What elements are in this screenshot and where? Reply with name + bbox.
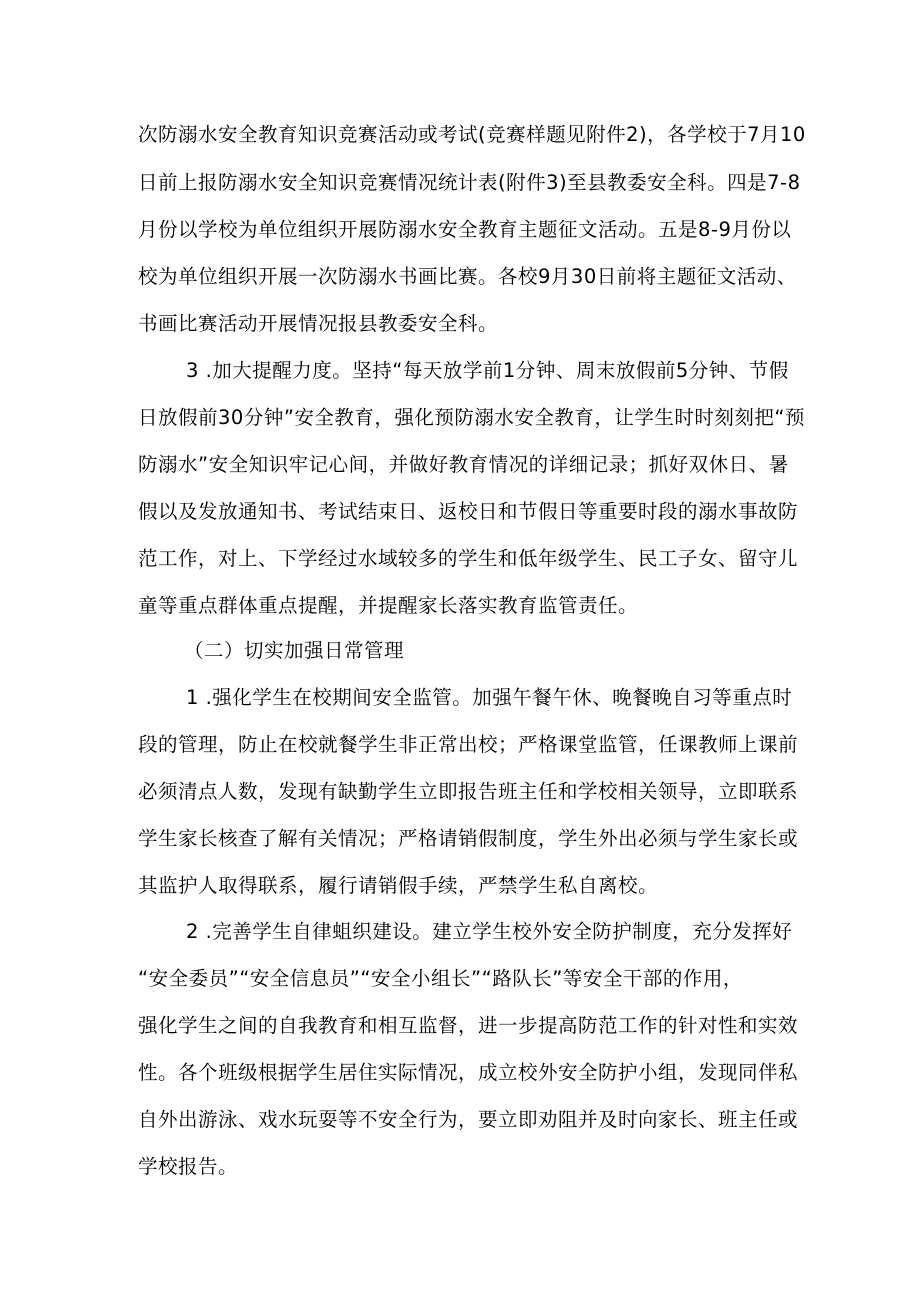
text-line: 性。各个班级根据学生居住实际情况，成立校外安全防护小组，发现同伴私 (138, 1061, 799, 1084)
text-line: 段的管理，防止在校就餐学生非正常出校；严格课堂监管，任课教师上课前 (138, 733, 799, 756)
text-line: 强化学生之间的自我教育和相互监督，进一步提高防范工作的针对性和实效 (138, 1014, 799, 1037)
section-heading: （二）切实加强日常管理 (184, 639, 405, 662)
text-line: 书画比赛活动开展情况报县教委安全科。 (138, 312, 499, 335)
text-line: 范工作，对上、下学经过水域较多的学生和低年级学生、民工子女、留守儿 (138, 547, 799, 570)
text-line: 学生家长核查了解有关情况；严格请销假制度，学生外出必须与学生家长或 (138, 827, 799, 850)
text-line: 防溺水”安全知识牢记心间，并做好教育情况的详细记录；抓好双休日、暑 (138, 453, 789, 476)
text-line: 童等重点群体重点提醒，并提醒家长落实教育监管责任。 (138, 594, 639, 617)
text-line: 次防溺水安全教育知识竞赛活动或考试(竞赛样题见附件2)，各学校于7月10 (138, 123, 806, 146)
text-line: 必须清点人数，发现有缺勤学生立即报告班主任和学校相关领导，立即联系 (138, 780, 799, 803)
text-line: 月份以学校为单位组织开展防溺水安全教育主题征文活动。五是8-9月份以 (138, 218, 792, 241)
text-line: 校为单位组织开展一次防溺水书画比赛。各校9月30日前将主题征文活动、 (138, 265, 797, 288)
text-line: 其监护人取得联系，履行请销假手续，严禁学生私自离校。 (138, 874, 659, 897)
paragraph-2-start: 2 .完善学生自律蛆织建设。建立学生校外安全防护制度，充分发挥好 (186, 920, 793, 943)
text-line: 日前上报防溺水安全知识竞赛情况统计表(附件3)至县教委安全科。四是7-8 (138, 171, 801, 194)
text-line: 假以及发放通知书、考试结束日、返校日和节假日等重要时段的溺水事故防 (138, 500, 799, 523)
text-line: 日放假前30分钟”安全教育，强化预防溺水安全教育，让学生时时刻刻把“预 (138, 406, 806, 429)
text-line: 自外出游泳、戏水玩耍等不安全行为，要立即劝阻并及时向家长、班主任或 (138, 1108, 799, 1131)
paragraph-3-start: 3 .加大提醒力度。坚持“每天放学前1分钟、周末放假前5分钟、节假 (186, 359, 789, 382)
text-line: 学校报告。 (138, 1155, 239, 1178)
paragraph-1-start: 1 .强化学生在校期间安全监管。加强午餐午休、晚餐晚自习等重点时 (186, 686, 793, 709)
text-line: “安全委员”“安全信息员”“安全小组长”“路队长”等安全干部的作用， (138, 967, 743, 990)
